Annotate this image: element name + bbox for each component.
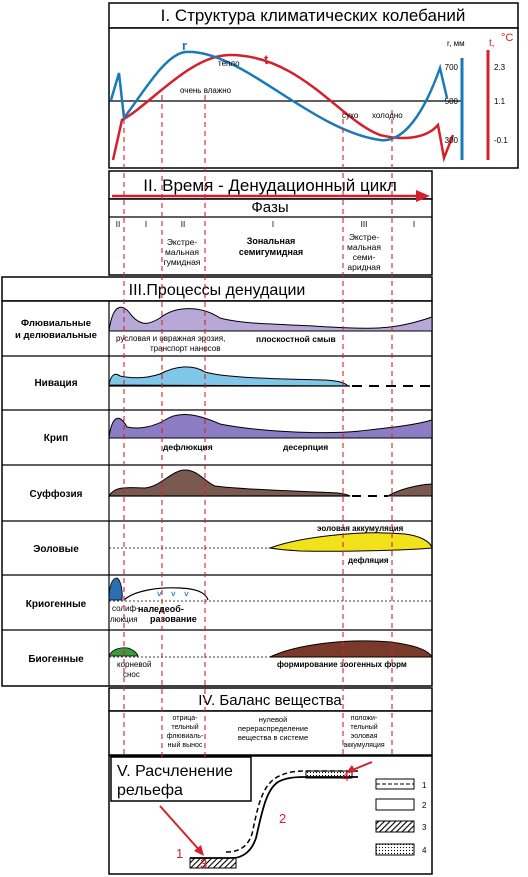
phase-extreme-semiarid-line1: Экстре- (348, 232, 380, 242)
phase-numeral-1: II (115, 220, 121, 229)
balance-positive-2: тельный (350, 724, 378, 731)
panel-relief-dissection (109, 756, 432, 874)
balance-zero-1: нулевой (258, 715, 288, 724)
icing-mark-3: ˅ (184, 590, 189, 599)
panel3-title: III.Процессы денудации (128, 282, 306, 299)
bio-note-root-1: корневой (117, 660, 152, 669)
bio-note-root-2: снос (123, 670, 140, 679)
temp-tick-1-1: 1.1 (494, 97, 506, 106)
temp-curve-label: t (264, 52, 269, 67)
eolian-note-deflation: дефляция (348, 556, 389, 565)
balance-positive-1: положи- (350, 715, 378, 722)
balance-negative-1: отрица- (172, 715, 198, 722)
relief-marker-3: 3 (200, 856, 208, 871)
dry-label: сухо (342, 111, 359, 120)
temp-axis-title: t, (489, 38, 495, 49)
balance-zero-3: вещества в системе (237, 733, 309, 742)
cryo-note-icing-2: разование (150, 614, 197, 624)
relief-marker-4: 4 (342, 769, 350, 784)
panel1-title: I. Структура климатических колебаний (160, 6, 466, 25)
very-wet-label: очень влажно (180, 86, 232, 95)
row-label-fluvial-line2: и делювиальные (15, 330, 97, 341)
phase-extreme-humid-line3: гумидная (163, 257, 201, 267)
row-label-eolian: Эоловые (33, 544, 79, 555)
panel2-title: II. Время - Денудационный цикл (143, 176, 397, 195)
panel-denudation-processes (2, 277, 432, 686)
phase-zonal-line2: семигумидная (238, 247, 304, 257)
cold-label: холодно (372, 111, 403, 120)
phase-numeral-3: II (180, 220, 186, 229)
phase-numeral-4: I (271, 220, 275, 229)
balance-positive-3: эоловая (350, 733, 378, 740)
balance-negative-4: ный вынос (167, 742, 203, 749)
legend-swatch-3 (376, 821, 414, 832)
panel5-title-line1: V. Расчленение (117, 763, 233, 780)
row-label-creep: Крип (43, 433, 69, 444)
temp-axis-unit: °C (501, 32, 514, 44)
relief-marker-1: 1 (176, 846, 184, 861)
warm-label: тепло (218, 59, 240, 68)
temp-tick-minus-0-1: -0.1 (494, 136, 508, 145)
legend-swatch-2 (376, 799, 414, 810)
phase-extreme-humid-line1: Экстре- (166, 237, 198, 247)
relief-hatched-deposit (190, 858, 236, 868)
precip-axis-title: r, мм (447, 39, 465, 48)
row-label-cryogenic: Криогенные (25, 599, 87, 610)
fluvial-note-sheetwash: плоскостной смыв (256, 334, 336, 344)
phases-title: Фазы (251, 199, 289, 216)
legend-label-1: 1 (422, 781, 427, 790)
legend-label-2: 2 (422, 801, 427, 810)
phase-numeral-6: I (412, 220, 416, 229)
phase-extreme-humid-line2: мальная (165, 247, 199, 257)
precip-tick-500: 500 (444, 97, 458, 106)
creep-note-deflukcia: дефлюкция (163, 442, 213, 452)
phase-extreme-semiarid-line3: семи- (352, 252, 376, 262)
balance-negative-2: тельный (171, 724, 199, 731)
cryo-note-solif-2: люкция (110, 615, 138, 624)
panel-climate-fluctuations (109, 3, 518, 168)
legend-label-3: 3 (422, 823, 427, 832)
creep-note-deserpcia: десерпция (283, 442, 329, 452)
precip-curve-label: r (182, 38, 188, 53)
balance-positive-4: аккумуляция (343, 742, 385, 749)
icing-mark-2: ˅ (171, 590, 176, 599)
panel4-title: IV. Баланс вещества (198, 692, 342, 709)
row-label-fluvial-line1: Флювиальные (21, 318, 91, 329)
cryo-note-solif-1: солиф- (112, 604, 139, 613)
eolian-note-accumulation: эоловая аккумуляция (317, 524, 404, 533)
precip-tick-700: 700 (444, 63, 458, 72)
temp-tick-2-3: 2.3 (494, 63, 506, 72)
row-label-nivation: Нивация (34, 378, 78, 389)
panel5-title-line2: рельефа (117, 782, 183, 799)
relief-marker-2: 2 (279, 811, 287, 826)
row-label-suffosion: Суффозия (29, 489, 83, 500)
fluvial-note-transport: транспорт наносов (150, 344, 221, 353)
cryo-note-icing-1: наледеоб- (138, 604, 184, 614)
fluvial-note-erosion: русловая и овражная эрозия, (116, 334, 226, 343)
legend-label-4: 4 (422, 846, 427, 855)
icing-mark-1: ˅ (157, 590, 162, 599)
balance-negative-3: флювиаль- (166, 733, 204, 740)
panel-denudation-cycle-time (109, 171, 432, 275)
phase-extreme-semiarid-line2: мальная (347, 242, 381, 252)
row-label-biogenic: Биогенные (28, 654, 84, 665)
balance-zero-2: перераспределение (237, 724, 309, 733)
phase-numeral-2: I (144, 220, 148, 229)
panel-material-balance (109, 688, 432, 755)
phase-zonal-line1: Зональная (246, 236, 296, 246)
legend-swatch-4 (376, 844, 414, 855)
phase-extreme-semiarid-line4: аридная (347, 262, 381, 272)
precip-tick-300: 300 (444, 136, 458, 145)
phase-numeral-5: III (360, 220, 368, 229)
bio-note-zoogenic: формирование зоогенных форм (277, 660, 407, 669)
